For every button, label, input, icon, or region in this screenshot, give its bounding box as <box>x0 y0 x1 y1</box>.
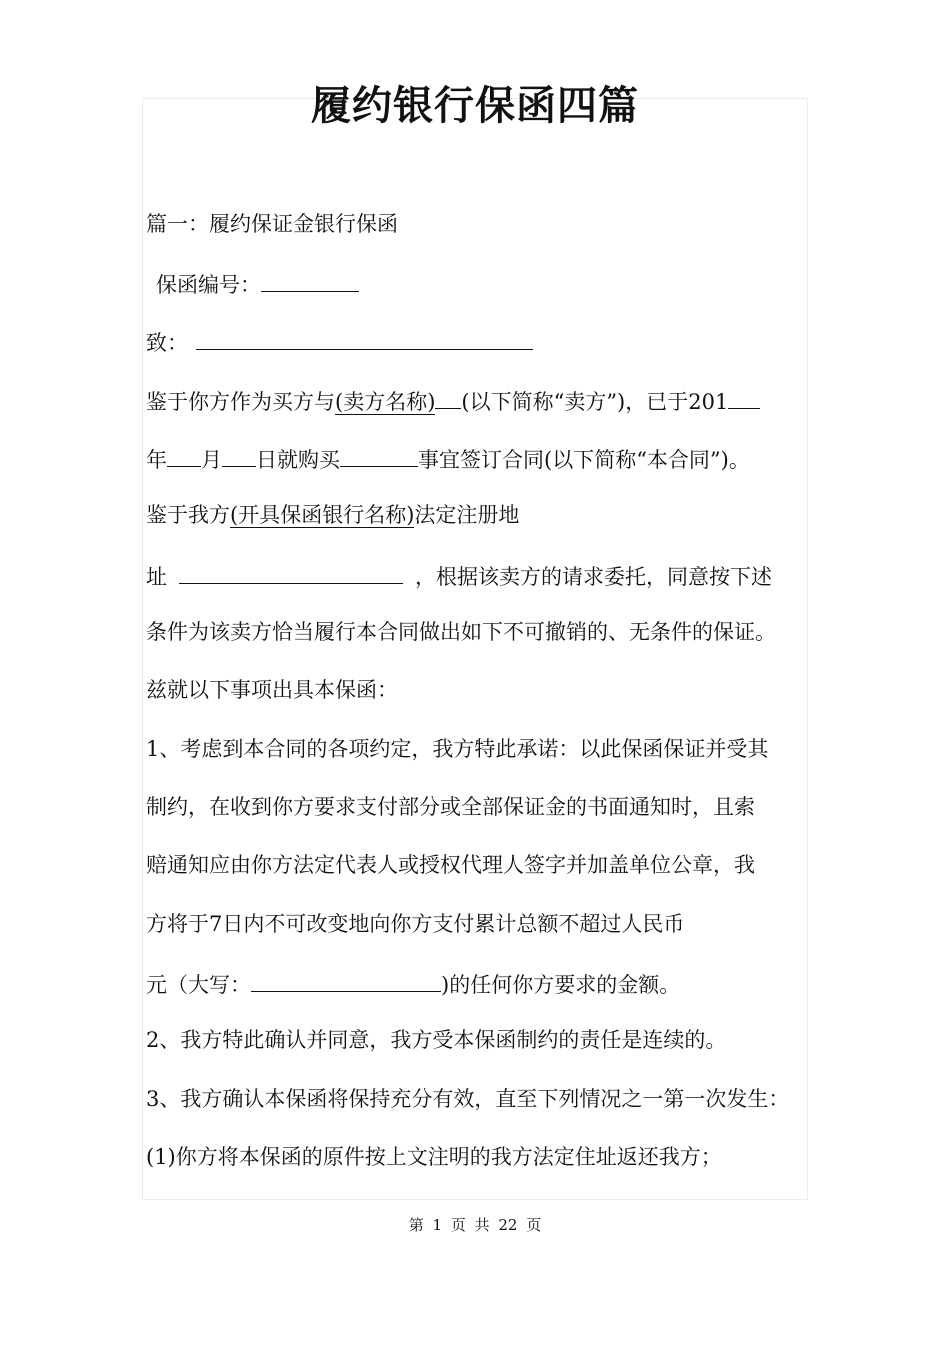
text-segment: 日就购买 <box>256 448 340 472</box>
text-segment: )的任何你方要求的金额。 <box>441 973 681 997</box>
paragraph-2-line-2 <box>146 559 772 592</box>
purchase-item-blank <box>340 442 418 467</box>
text-segment: 法定注册地 <box>414 503 520 527</box>
seller-name-placeholder: (卖方名称) <box>335 390 436 414</box>
seller-blank <box>435 384 461 409</box>
address-blank <box>179 559 403 584</box>
document-title: 履约银行保函四篇 <box>311 82 639 129</box>
guarantee-number-line <box>156 267 359 300</box>
item-1-line-2: 制约，在收到你方要求支付部分或全部保证金的书面通知时，且索 <box>146 795 755 819</box>
day-blank <box>222 442 256 467</box>
recipient-label: 致： <box>146 331 188 355</box>
text-segment: (以下简称“卖方”)，已于201 <box>461 390 729 414</box>
amount-in-words-blank <box>251 967 441 992</box>
item-1-line-3: 赔通知应由你方法定代表人或授权代理人签字并加盖单位公章，我 <box>146 853 755 877</box>
recipient-line <box>146 325 533 358</box>
paragraph-1-line-2 <box>146 442 750 475</box>
item-2: 2、我方特此确认并同意，我方受本保函制约的责任是连续的。 <box>146 1028 727 1052</box>
recipient-blank <box>196 325 533 350</box>
paragraph-2-line-4: 兹就以下事项出具本保函： <box>146 678 398 702</box>
text-segment: 元（大写： <box>146 973 251 997</box>
item-1-line-1: 1、考虑到本合同的各项约定，我方特此承诺：以此保函保证并受其 <box>146 737 769 761</box>
text-segment: ，根据该卖方的请求委托，同意按下述 <box>415 565 772 589</box>
guarantee-number-blank <box>261 267 359 292</box>
paragraph-2-line-3: 条件为该卖方恰当履行本合同做出如下不可撤销的、无条件的保证。 <box>146 620 776 644</box>
text-segment: 月 <box>201 448 222 472</box>
year-blank <box>728 384 760 409</box>
text-segment: 址 <box>146 565 167 589</box>
text-segment: 鉴于我方 <box>146 503 230 527</box>
guarantee-number-label: 保函编号： <box>156 273 261 297</box>
bank-name-placeholder: (开具保函银行名称) <box>230 503 415 527</box>
paragraph-2-line-1 <box>146 500 519 530</box>
item-1-line-4: 方将于7日内不可改变地向你方支付累计总额不超过人民币 <box>146 912 685 936</box>
item-3: 3、我方确认本保函将保持充分有效，直至下列情况之一第一次发生： <box>146 1087 790 1111</box>
text-segment: 鉴于你方作为买方与 <box>146 390 335 414</box>
item-1-line-5 <box>146 967 680 1000</box>
text-segment: 年 <box>146 448 167 472</box>
item-3-sub-1: (1)你方将本保函的原件按上文注明的我方法定住址返还我方； <box>146 1145 722 1169</box>
month-blank <box>167 442 201 467</box>
section-heading: 篇一：履约保证金银行保函 <box>146 212 398 236</box>
page-footer: 第 1 页 共 22 页 <box>408 1216 542 1234</box>
text-segment: 事宜签订合同(以下简称“本合同”)。 <box>418 448 750 472</box>
paragraph-1-line-1 <box>146 384 760 417</box>
